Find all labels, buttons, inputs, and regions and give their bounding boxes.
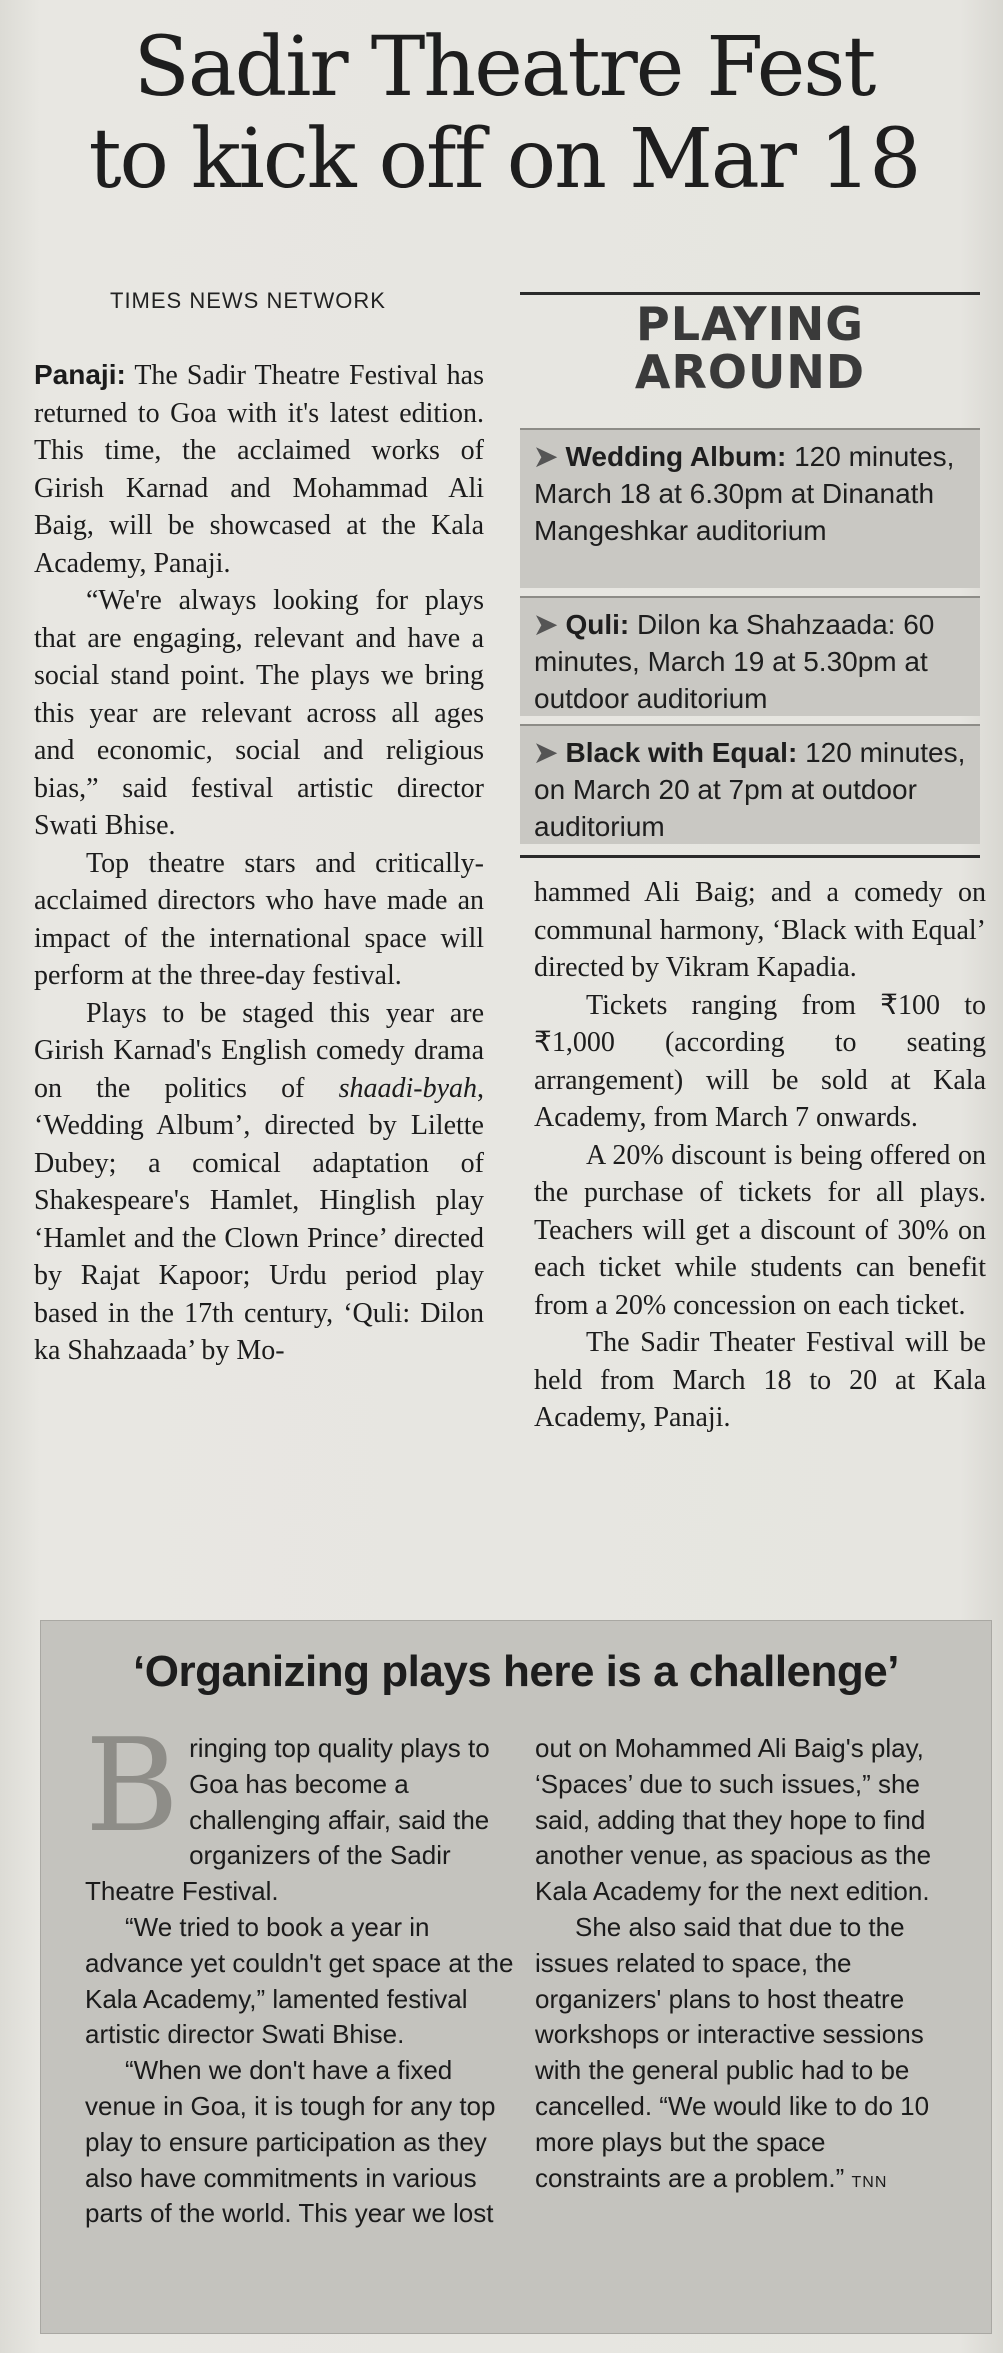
box-bottom-rule [520, 855, 980, 858]
arrow-icon: ➤ [534, 737, 558, 768]
dateline: Panaji: [34, 359, 126, 390]
event-entry [520, 724, 980, 844]
arrow-icon: ➤ [534, 609, 558, 640]
article-paragraph: “We're always looking for plays that are engaging, relevant and have a social stand point. The plays we bring this year are relevant across all ages and economic, social and religious bias,” said festival artistic director Swati Bhise. [34, 585, 484, 841]
event-details: 120 minutes, on March 20 at 7pm at outdoor auditorium [534, 737, 966, 842]
headline [34, 22, 974, 206]
headline-line-1: Sadir Theatre Fest [133, 20, 875, 115]
article-paragraph: Panaji: The Sadir Theatre Festival has returned to Goa with it's latest edition. This time, the acclaimed works of Girish Karnad and Mohammad Ali Baig, will be showcased at the Kala Academy, Panaji. [34, 359, 484, 579]
credit-tag: TNN [851, 2173, 888, 2191]
article-column-2 [534, 874, 986, 1437]
arrow-icon: ➤ [534, 441, 558, 472]
headline-line-2: to kick off on Mar 18 [88, 112, 920, 207]
article-paragraph: Top theatre stars and critically-acclaimed directors who have made an impact of the international space will perform at the three-day festival. [34, 847, 484, 991]
sidebar-column-2 [535, 1731, 955, 2200]
sidebar-box [40, 1620, 992, 2334]
sidebar-paragraph: “We tried to book a year in advance yet couldn't get space at the Kala Academy,” lamented festival artistic director Swati Bhise. [85, 1911, 514, 2050]
italic-term: shaadi-byah [338, 1072, 477, 1104]
article-paragraph: Plays to be staged this year are Girish Karnad's English comedy drama on the politics of shaadi-byah, ‘Wedding Album’, directed by Lilette Dubey; a comical adaptation of Shakespeare's Hamlet, Hinglish play ‘Hamlet and the Clown Prince’ directed by Rajat Kapoor; Urdu period play based in the 17th century, ‘Quli: Dilon ka Shahzaada’ by Mo- [34, 997, 484, 1366]
playing-around-title: PLAYING AROUND [634, 297, 866, 399]
sidebar-paragraph: Bringing top quality plays to Goa has become a challenging affair, said the organizers of the Sadir Theatre Festival. [85, 1712, 490, 1907]
article-column-1 [34, 356, 484, 1370]
event-details: 120 minutes, March 18 at 6.30pm at Dinanath Mangeshkar auditorium [534, 441, 955, 546]
box-top-rule [520, 292, 980, 295]
byline: TIMES NEWS NETWORK [110, 288, 386, 313]
sidebar-paragraph: She also said that due to the issues related to space, the organizers' plans to host theatre workshops or interactive sessions with the general public had to be cancelled. “We would like to do 10 more plays but the space constraints are a problem.” TNN [535, 1911, 930, 2193]
sidebar-paragraph: “When we don't have a fixed venue in Goa, it is tough for any top play to ensure participation as they also have commitments in various parts of the world. This year we lost [85, 2055, 496, 2229]
article-paragraph: The Sadir Theater Festival will be held from March 18 to 20 at Kala Academy, Panaji. [534, 1327, 986, 1433]
sidebar-column-1 [85, 1712, 517, 2232]
article-paragraph: Tickets ranging from ₹100 to ₹1,000 (according to seating arrangement) will be sold at Kala Academy, from March 7 onwards. [534, 989, 986, 1133]
sidebar-paragraph: out on Mohammed Ali Baig's play, ‘Spaces’ due to such issues,” she said, adding that they hope to find another venue, as spacious as the Kala Academy for the next edition. [535, 1733, 932, 1907]
sidebar-title: ‘Organizing plays here is a challenge’ [133, 1647, 899, 1696]
article-paragraph: hammed Ali Baig; and a comedy on communal harmony, ‘Black with Equal’ directed by Vikram Kapadia. [534, 877, 986, 983]
event-entry [520, 596, 980, 716]
article-paragraph: A 20% discount is being offered on the purchase of tickets for all plays. Teachers will get a discount of 30% on each ticket while students can benefit from a 20% concession on each ticket. [534, 1139, 986, 1321]
event-name: Black with Equal: [565, 737, 798, 768]
event-name: Quli: [565, 609, 630, 640]
drop-cap: B [85, 1712, 180, 1861]
event-details: Dilon ka Shahzaada: 60 minutes, March 19 at 5.30pm at outdoor auditorium [534, 609, 935, 714]
event-entry [520, 428, 980, 588]
event-name: Wedding Album: [565, 441, 787, 472]
